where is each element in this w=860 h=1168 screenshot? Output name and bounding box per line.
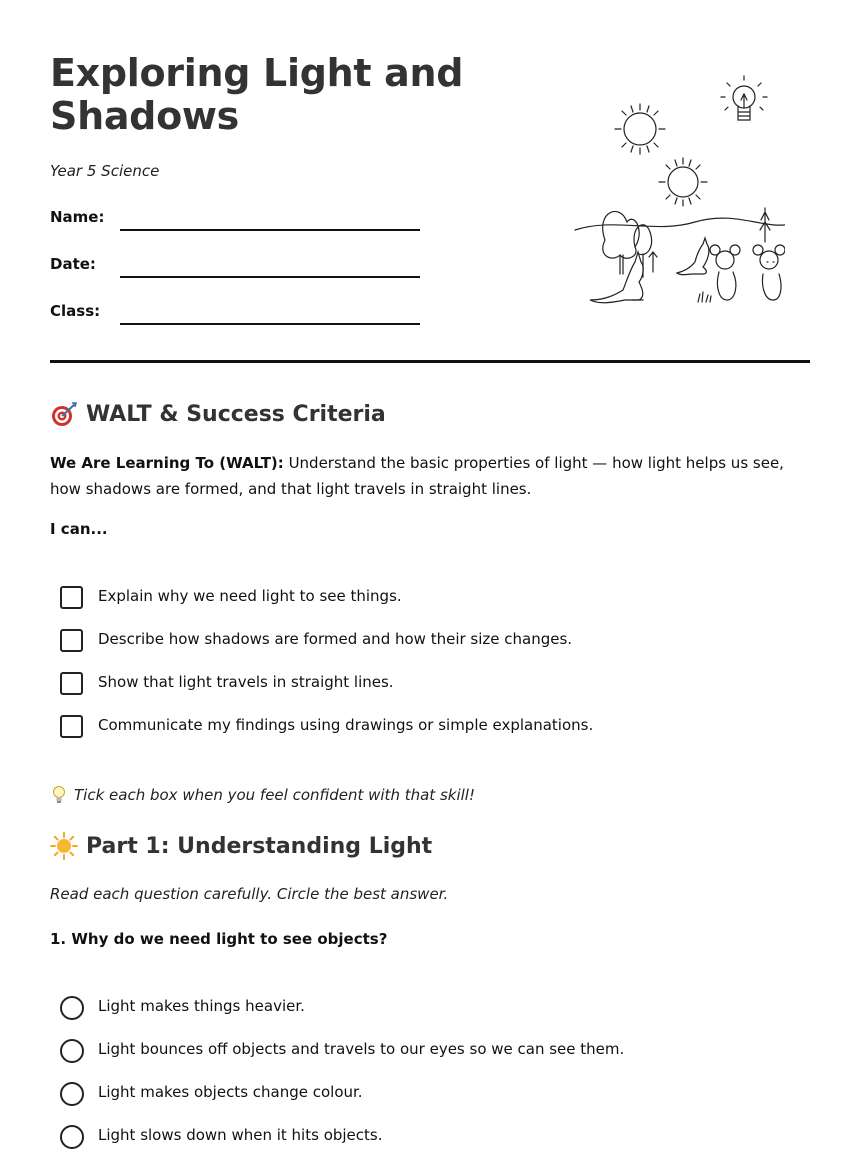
question-1-text: 1. Why do we need light to see objects? (50, 930, 388, 948)
answer-option[interactable] (60, 996, 800, 1039)
criteria-checkbox[interactable] (60, 586, 83, 609)
success-criteria-list (60, 586, 800, 758)
date-field-line[interactable] (120, 276, 420, 278)
criteria-text: Show that light travels in straight lines. (98, 673, 394, 691)
answer-radio[interactable] (60, 1082, 84, 1106)
kangaroo-drawing (590, 252, 643, 303)
part1-heading (50, 832, 432, 860)
date-field-label: Date: (50, 255, 96, 273)
page-subtitle: Year 5 Science (50, 162, 160, 180)
page-title: Exploring Light and Shadows (50, 51, 464, 138)
answer-text: Light slows down when it hits objects. (98, 1126, 383, 1144)
walt-text: Understand the basic properties of light — how light helps us see, how shadows are formed, and that light travels in straight lines. (50, 454, 784, 498)
criteria-item (60, 715, 800, 758)
class-field[interactable] (50, 302, 420, 332)
sun-drawing-icon (659, 158, 707, 206)
answer-option[interactable] (60, 1125, 800, 1168)
light-scene-illustration (535, 62, 785, 312)
koala-left-body (710, 245, 740, 300)
lightbulb-icon (721, 76, 767, 120)
answer-text: Light bounces off objects and travels to our eyes so we can see them. (98, 1040, 625, 1058)
ican-label: I can... (50, 520, 108, 538)
criteria-checkbox[interactable] (60, 715, 83, 738)
lightbulb-icon (50, 785, 68, 805)
walt-heading-text: WALT & Success Criteria (86, 401, 386, 427)
answer-text: Light makes objects change colour. (98, 1083, 363, 1101)
walt-label: We Are Learning To (WALT): (50, 454, 284, 472)
criteria-checkbox[interactable] (60, 629, 83, 652)
name-field-line[interactable] (120, 229, 420, 231)
sun-drawing-icon (615, 104, 665, 154)
class-field-label: Class: (50, 302, 101, 320)
answer-text: Light makes things heavier. (98, 997, 305, 1015)
date-field[interactable] (50, 255, 420, 285)
criteria-checkbox[interactable] (60, 672, 83, 695)
walt-heading (50, 400, 386, 428)
answer-option[interactable] (60, 1082, 800, 1125)
class-field-line[interactable] (120, 323, 420, 325)
answer-radio[interactable] (60, 1125, 84, 1149)
header-divider (50, 360, 810, 363)
criteria-item (60, 672, 800, 715)
criteria-item (60, 629, 800, 672)
koala-drawing (753, 245, 785, 300)
walt-paragraph (50, 450, 810, 502)
part1-heading-text: Part 1: Understanding Light (86, 833, 433, 859)
small-kangaroo-drawing (677, 238, 709, 275)
name-field[interactable] (50, 208, 420, 238)
part1-instructions: Read each question carefully. Circle the best answer. (50, 885, 449, 903)
criteria-text: Communicate my findings using drawings or simple explanations. (98, 716, 594, 734)
trees-drawing (603, 212, 657, 277)
tip-text: Tick each box when you feel confident with that skill! (74, 786, 475, 804)
sun-icon (50, 832, 78, 860)
target-icon (50, 400, 78, 428)
answer-radio[interactable] (60, 1039, 84, 1063)
answer-radio[interactable] (60, 996, 84, 1020)
question-1-options (60, 996, 800, 1168)
criteria-item (60, 586, 800, 629)
criteria-text: Describe how shadows are formed and how their size changes. (98, 630, 573, 648)
tip-note (50, 785, 475, 805)
criteria-text: Explain why we need light to see things. (98, 587, 402, 605)
name-field-label: Name: (50, 208, 105, 226)
answer-option[interactable] (60, 1039, 800, 1082)
